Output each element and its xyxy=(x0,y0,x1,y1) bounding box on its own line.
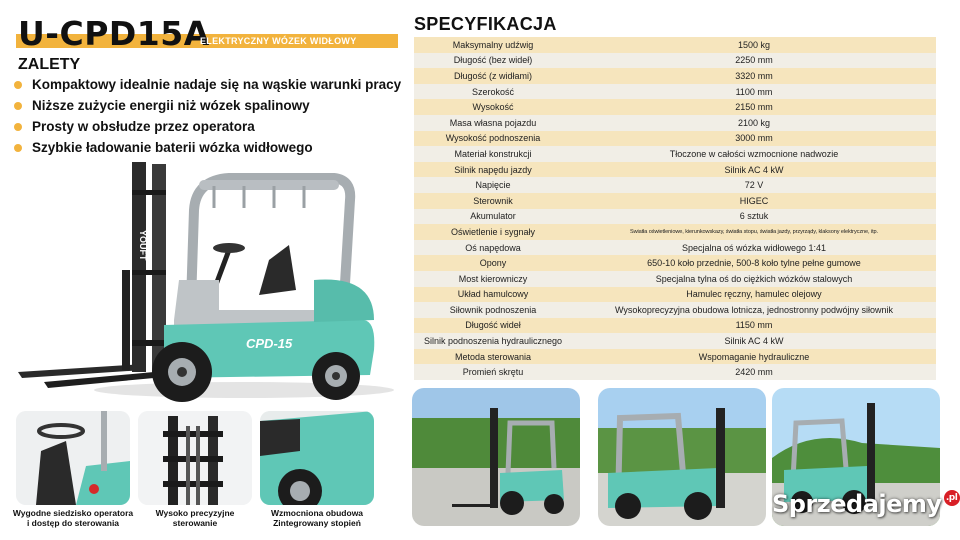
spec-label: Długość wideł xyxy=(465,320,521,331)
spec-row xyxy=(414,271,936,287)
bullet-icon xyxy=(14,123,22,131)
spec-label: Wysokość podnoszenia xyxy=(445,133,541,144)
spec-label: Maksymalny udźwig xyxy=(452,39,534,50)
spec-row xyxy=(414,193,936,209)
spec-label: Układ hamulcowy xyxy=(457,289,529,300)
spec-row xyxy=(414,318,936,334)
advantage-item: Szybkie ładowanie baterii wózka widłowego xyxy=(14,137,401,158)
spec-row xyxy=(414,99,936,115)
spec-value: Światła oświetleniowe, kierunkowskazy, światła stopu, światła jazdy, przyrządy, klaksony elektryczne, itp. xyxy=(629,228,879,235)
spec-value: Specjalna tylna oś do ciężkich wózków stalowych xyxy=(655,273,853,284)
spec-row xyxy=(414,146,936,162)
photo-outdoor-2 xyxy=(598,388,766,526)
spec-value: HIGEC xyxy=(739,195,769,206)
spec-row xyxy=(414,68,936,84)
watermark-logo: Sprzedajemy .pl xyxy=(772,490,960,518)
mast-brand-label: YOUFT xyxy=(138,230,148,261)
spec-label: Oś napędowa xyxy=(465,242,521,253)
body-detail-image xyxy=(260,411,374,505)
spec-row xyxy=(414,240,936,256)
detail-thumb-seat xyxy=(16,411,130,505)
spec-value: 2100 kg xyxy=(737,117,771,128)
spec-label: Materiał konstrukcji xyxy=(454,148,532,159)
forklift-image xyxy=(14,150,394,410)
spec-row xyxy=(414,162,936,178)
spec-label: Długość (bez wideł) xyxy=(453,55,533,66)
spec-row xyxy=(414,302,936,318)
spec-value: Silnik AC 4 kW xyxy=(724,336,784,347)
spec-value: Wysokoprecyzyjna obudowa lotnicza, jednostronny podwójny siłownik xyxy=(614,304,894,315)
spec-label: Metoda sterowania xyxy=(454,351,532,362)
advantage-item: Prosty w obsłudze przez operatora xyxy=(14,116,401,137)
detail-caption-body: Wzmocniona obudowa Zintegrowany stopień xyxy=(270,508,364,528)
spec-value: 3320 mm xyxy=(735,70,773,81)
spec-table xyxy=(414,37,936,380)
spec-label: Wysokość xyxy=(472,102,514,113)
spec-value: 1500 kg xyxy=(737,39,771,50)
detail-caption-mast: Wysoko precyzyjne sterowanie xyxy=(155,508,235,528)
spec-row xyxy=(414,209,936,225)
detail-thumb-body xyxy=(260,411,374,505)
spec-value: Specjalna oś wózka widłowego 1:41 xyxy=(681,242,827,253)
model-title: U-CPD15A xyxy=(18,14,210,53)
advantage-item: Kompaktowy idealnie nadaje się na wąskie warunki pracy xyxy=(14,74,401,95)
spec-row xyxy=(414,333,936,349)
spec-value: 2420 mm xyxy=(735,367,773,378)
body-model-label: CPD-15 xyxy=(246,336,293,351)
spec-value: 2150 mm xyxy=(735,102,773,113)
spec-row xyxy=(414,349,936,365)
spec-row xyxy=(414,177,936,193)
spec-label: Oświetlenie i sygnały xyxy=(450,226,536,237)
watermark-suffix: .pl xyxy=(944,490,960,506)
spec-label: Most kierowniczy xyxy=(458,273,528,284)
spec-label: Szerokość xyxy=(471,86,515,97)
spec-label: Napięcie xyxy=(475,180,511,191)
spec-row xyxy=(414,131,936,147)
spec-label: Długość (z widłami) xyxy=(453,70,533,81)
spec-label: Akumulator xyxy=(470,211,516,222)
bullet-icon xyxy=(14,81,22,89)
spec-value: Tłoczone w całości wzmocnione nadwozie xyxy=(669,148,839,159)
spec-value: Silnik AC 4 kW xyxy=(724,164,784,175)
spec-row xyxy=(414,53,936,69)
photo-outdoor-1 xyxy=(412,388,580,526)
seat-detail-image xyxy=(16,411,130,505)
spec-value: Hamulec ręczny, hamulec olejowy xyxy=(686,289,822,300)
spec-row xyxy=(414,364,936,380)
detail-thumb-mast xyxy=(138,411,252,505)
spec-label: Masa własna pojazdu xyxy=(449,117,537,128)
advantage-item: Niższe zużycie energii niż wózek spalinowy xyxy=(14,95,401,116)
spec-value: 2250 mm xyxy=(735,55,773,66)
model-subtitle: ELEKTRYCZNY WÓZEK WIDŁOWY xyxy=(200,36,357,46)
spec-label: Silnik podnoszenia hydraulicznego xyxy=(423,336,563,347)
forklift-photo-2 xyxy=(598,388,766,526)
spec-value: Wspomaganie hydrauliczne xyxy=(698,351,810,362)
spec-label: Silnik napędu jazdy xyxy=(454,164,532,175)
spec-label: Promień skrętu xyxy=(462,367,524,378)
spec-row xyxy=(414,84,936,100)
spec-heading: SPECYFIKACJA xyxy=(414,14,557,34)
spec-value: 72 V xyxy=(744,180,764,191)
spec-row xyxy=(414,224,936,240)
spec-row xyxy=(414,287,936,303)
forklift-photo-1 xyxy=(412,388,580,526)
detail-caption-seat: Wygodne siedzisko operatora i dostęp do sterowania xyxy=(12,508,134,528)
spec-label: Opony xyxy=(479,258,507,269)
spec-row xyxy=(414,115,936,131)
mast-detail-image xyxy=(138,411,252,505)
spec-label: Siłownik podnoszenia xyxy=(449,304,537,315)
spec-value: 650-10 koło przednie, 500-8 koło tylne pełne gumowe xyxy=(647,258,861,269)
spec-value: 1100 mm xyxy=(735,86,773,97)
spec-value: 6 sztuk xyxy=(739,211,769,222)
advantages-list xyxy=(14,74,401,158)
spec-row xyxy=(414,255,936,271)
spec-row xyxy=(414,37,936,53)
spec-label: Sterownik xyxy=(473,195,513,206)
bullet-icon xyxy=(14,102,22,110)
spec-value: 1150 mm xyxy=(735,320,773,331)
advantages-heading: ZALETY xyxy=(18,56,81,73)
spec-value: 3000 mm xyxy=(735,133,773,144)
